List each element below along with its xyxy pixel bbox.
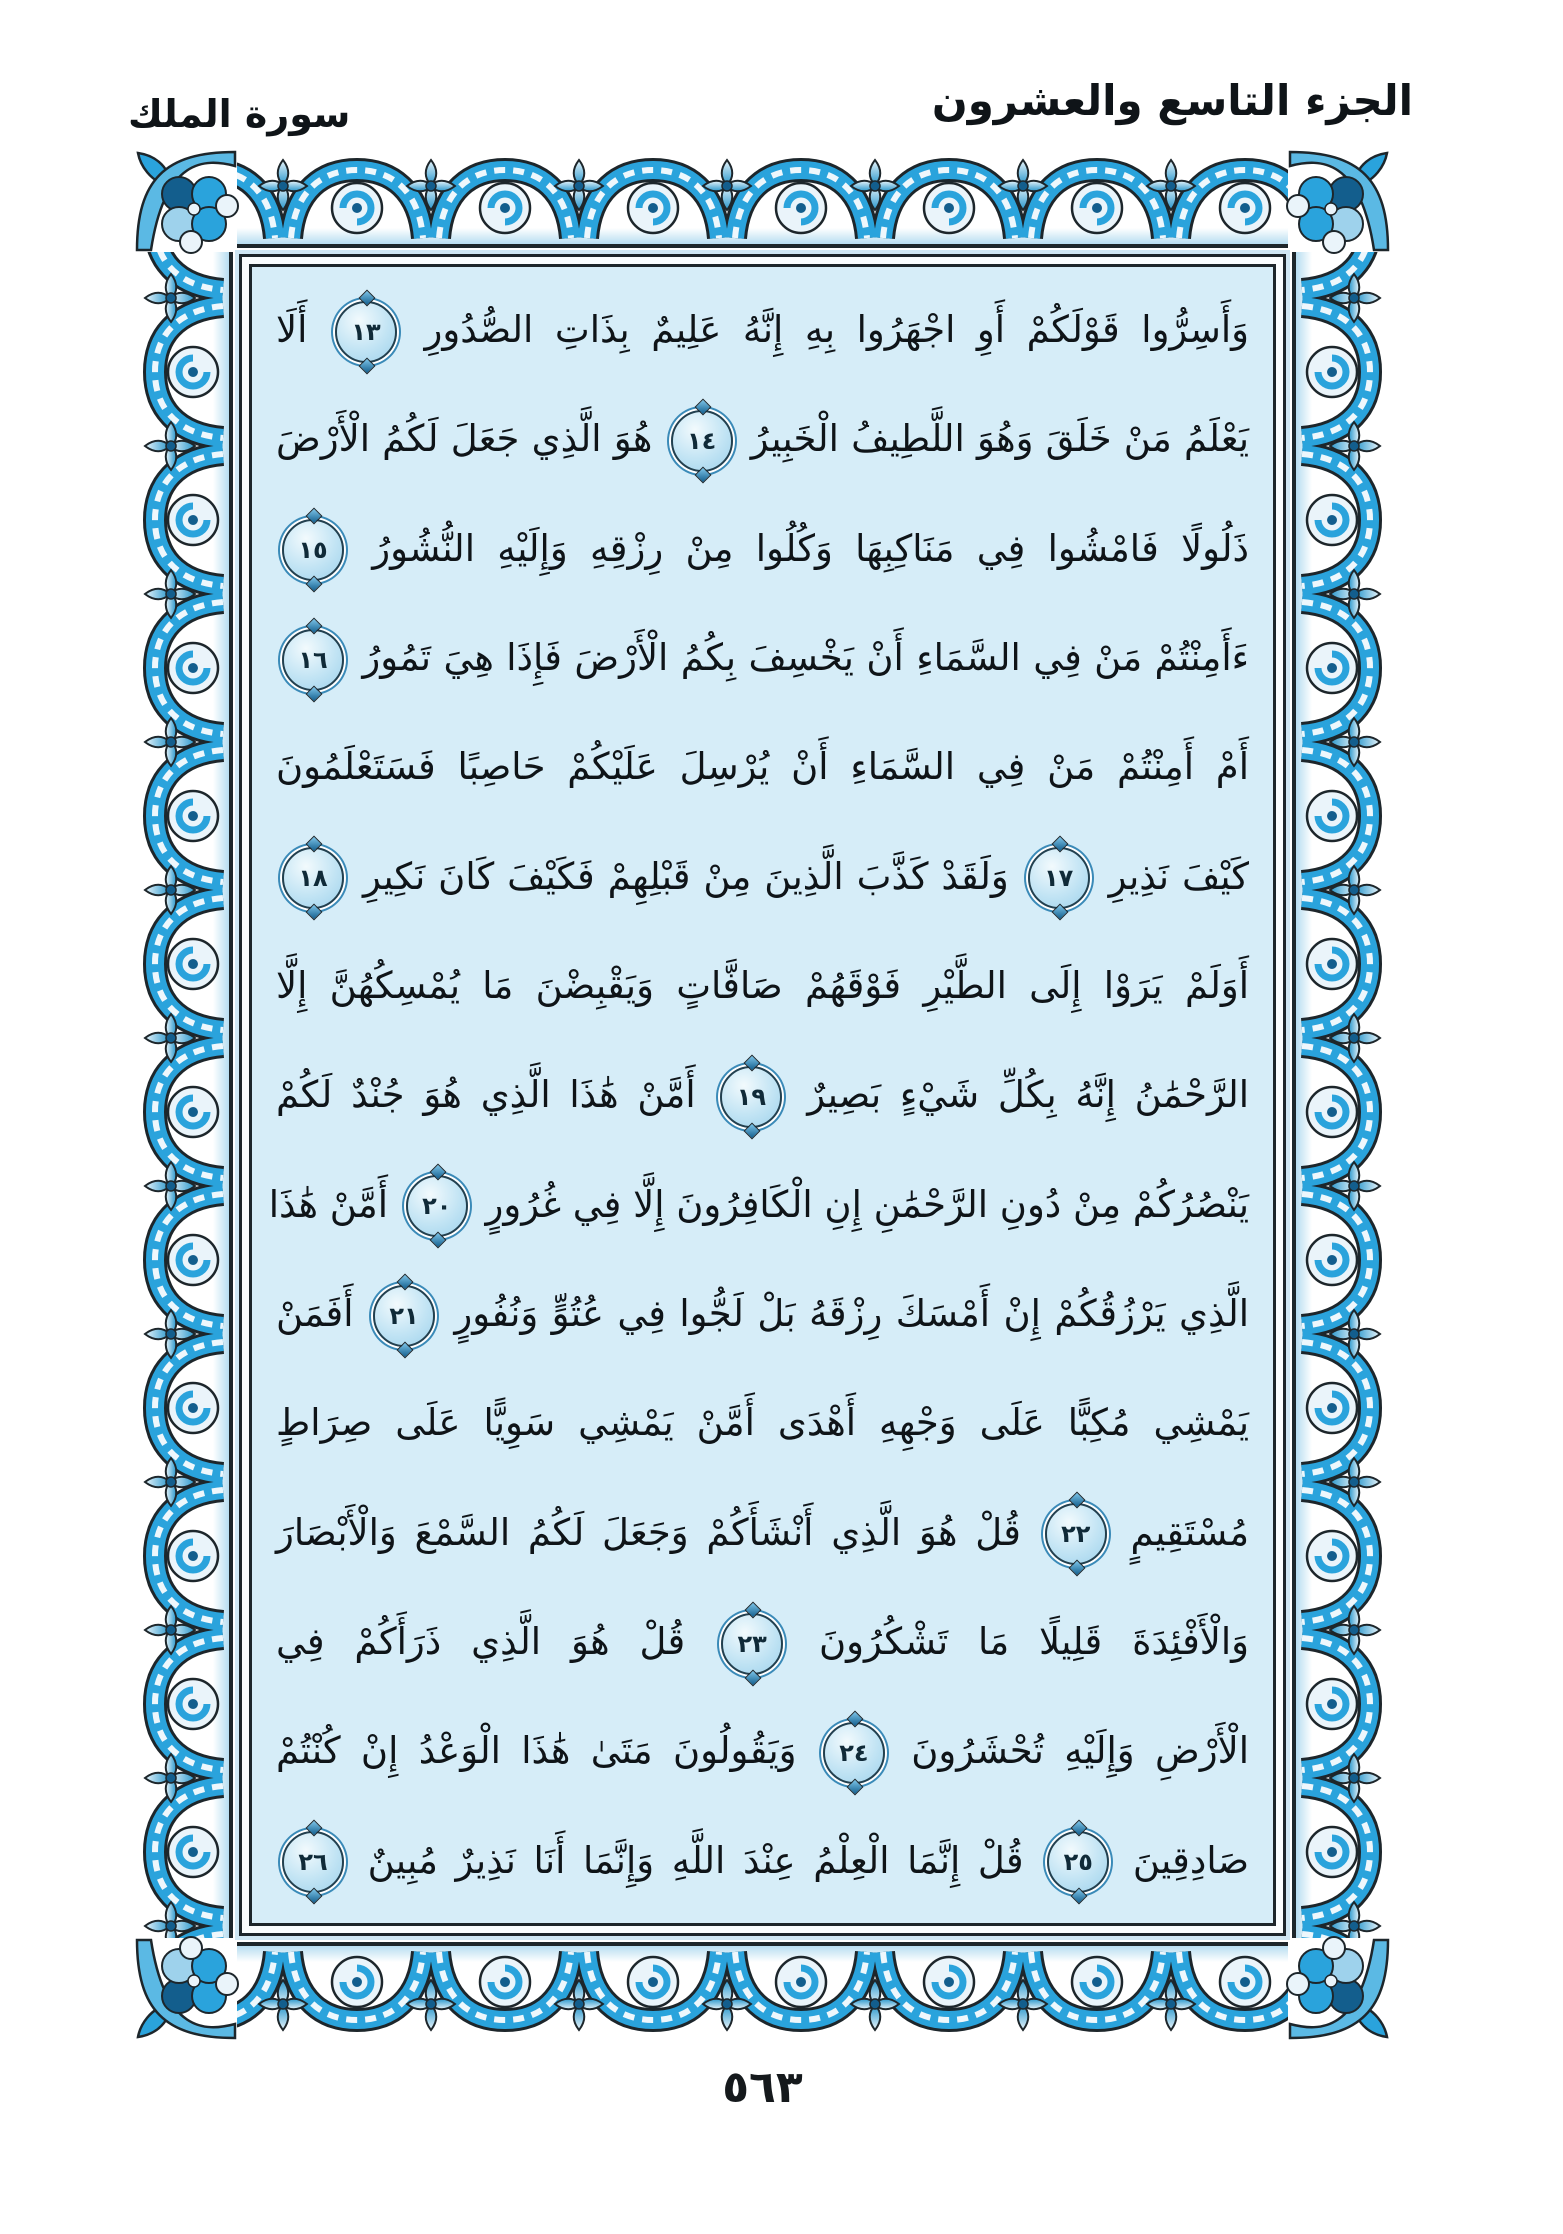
- verse-text: قُلْ هُوَ الَّذِي أَنْشَأَكُمْ وَجَعَلَ لَكُمُ السَّمْعَ وَالْأَبْصَارَ: [276, 1510, 1021, 1554]
- verse-text: الرَّحْمَٰنُ إِنَّهُ بِكُلِّ شَيْءٍ بَصِيرٌ: [807, 1073, 1250, 1117]
- quran-line-6: [276, 822, 1249, 931]
- verse-text: وَلَقَدْ كَذَّبَ الَّذِينَ مِنْ قَبْلِهِمْ فَكَيْفَ كَانَ نَكِيرِ: [362, 854, 1009, 898]
- verse-text: وَأَسِرُّوا قَوْلَكُمْ أَوِ اجْهَرُوا بِهِ إِنَّهُ عَلِيمٌ بِذَاتِ الصُّدُورِ: [424, 308, 1249, 352]
- decorated-frame: [135, 150, 1390, 2040]
- quran-text-block: [249, 264, 1276, 1926]
- verse-text: أَمَّنْ هَٰذَا الَّذِي هُوَ جُنْدٌ لَكُمْ: [276, 1073, 696, 1117]
- border-band-bottom: [135, 1940, 1390, 2040]
- verse-text: يَنْصُرُكُمْ مِنْ دُونِ الرَّحْمَٰنِ إِنِ الْكَافِرُونَ إِلَّا فِي غُرُورٍ: [485, 1182, 1249, 1226]
- border-band-right: [1290, 150, 1390, 2040]
- ayah-number-medallion: [373, 1285, 435, 1347]
- ayah-number: ٢٢: [1061, 1520, 1091, 1549]
- verse-text: أَلَا: [276, 308, 308, 352]
- ayah-number-medallion: [282, 629, 344, 691]
- border-band-left: [135, 150, 235, 2040]
- quran-line-7: [276, 931, 1249, 1040]
- quran-line-15: [276, 1806, 1249, 1915]
- verse-text: صَادِقِينَ: [1132, 1838, 1250, 1882]
- verse-text: قُلْ هُوَ الَّذِي ذَرَأَكُمْ فِي: [276, 1620, 686, 1664]
- quran-line-1: [276, 275, 1249, 384]
- ayah-number-medallion: [282, 519, 344, 581]
- ayah-number: ٢٦: [298, 1848, 328, 1877]
- ayah-number-medallion: [721, 1613, 783, 1675]
- ayah-number-medallion: [1028, 847, 1090, 909]
- verse-text: أَفَمَنْ: [276, 1292, 354, 1336]
- quran-line-12: [276, 1478, 1249, 1587]
- quran-line-9: [268, 1150, 1249, 1259]
- verse-text: أَمْ أَمِنْتُمْ مَنْ فِي السَّمَاءِ أَنْ يُرْسِلَ عَلَيْكُمْ حَاصِبًا فَسَتَعْلَمُونَ: [276, 745, 1249, 789]
- verse-text: يَمْشِي مُكِبًّا عَلَى وَجْهِهِ أَهْدَى أَمَّنْ يَمْشِي سَوِيًّا عَلَى صِرَاطٍ: [276, 1401, 1249, 1445]
- ayah-number: ٢٥: [1063, 1848, 1093, 1877]
- ayah-number-medallion: [335, 301, 397, 363]
- verse-text: هُوَ الَّذِي جَعَلَ لَكُمُ الْأَرْضَ: [276, 417, 653, 461]
- ayah-number: ٢٠: [422, 1192, 452, 1221]
- ayah-number-medallion: [1045, 1503, 1107, 1565]
- quran-line-11: [276, 1368, 1249, 1477]
- ayah-number: ٢٤: [839, 1738, 869, 1767]
- verse-text: قُلْ إِنَّمَا الْعِلْمُ عِنْدَ اللَّهِ وَإِنَّمَا أَنَا نَذِيرٌ مُبِينٌ: [367, 1838, 1024, 1882]
- verse-text: وَيَقُولُونَ مَتَىٰ هَٰذَا الْوَعْدُ إِنْ كُنْتُمْ: [276, 1729, 797, 1773]
- ayah-number-medallion: [282, 1831, 344, 1893]
- border-band-top: [135, 150, 1390, 250]
- ayah-number: ٢١: [389, 1301, 419, 1330]
- ayah-number: ١٩: [736, 1082, 767, 1111]
- verse-text: مُسْتَقِيمٍ: [1130, 1510, 1250, 1554]
- ayah-number-medallion: [671, 410, 733, 472]
- verse-text: ذَلُولًا فَامْشُوا فِي مَنَاكِبِهَا وَكُلُوا مِنْ رِزْقِهِ وَإِلَيْهِ النُّشُورُ: [372, 526, 1249, 570]
- quran-line-3: [276, 494, 1249, 603]
- ayah-number: ٢٣: [737, 1629, 767, 1658]
- quran-line-10: [276, 1259, 1249, 1368]
- verse-text: كَيْفَ نَذِيرِ: [1108, 854, 1250, 898]
- ayah-number-medallion: [823, 1722, 885, 1784]
- quran-line-13: [276, 1587, 1249, 1696]
- verse-text: ءَأَمِنْتُمْ مَنْ فِي السَّمَاءِ أَنْ يَخْسِفَ بِكُمُ الْأَرْضَ فَإِذَا هِيَ تَمُورُ: [362, 636, 1249, 680]
- verse-text: أَوَلَمْ يَرَوْا إِلَى الطَّيْرِ فَوْقَهُمْ صَافَّاتٍ وَيَقْبِضْنَ مَا يُمْسِكُهُنَّ إِلَّا: [276, 964, 1249, 1008]
- verse-text: الْأَرْضِ وَإِلَيْهِ تُحْشَرُونَ: [911, 1729, 1249, 1773]
- verse-text: الَّذِي يَرْزُقُكُمْ إِنْ أَمْسَكَ رِزْقَهُ بَلْ لَجُّوا فِي عُتُوٍّ وَنُفُورٍ: [454, 1292, 1249, 1336]
- verse-text: أَمَّنْ هَٰذَا: [268, 1182, 389, 1226]
- ayah-number: ١٧: [1044, 864, 1074, 893]
- quran-line-8: [276, 1040, 1249, 1149]
- quran-line-2: [276, 384, 1249, 493]
- ayah-number-medallion: [282, 847, 344, 909]
- ayah-number: ١٤: [686, 426, 717, 455]
- ayah-number: ١٥: [298, 536, 328, 565]
- juz-title: الجزء التاسع والعشرون: [931, 76, 1413, 125]
- ayah-number-medallion: [720, 1066, 782, 1128]
- quran-line-14: [276, 1696, 1249, 1805]
- ayah-number-medallion: [1047, 1831, 1109, 1893]
- verse-text: يَعْلَمُ مَنْ خَلَقَ وَهُوَ اللَّطِيفُ الْخَبِيرُ: [750, 417, 1250, 461]
- quran-line-5: [276, 712, 1249, 821]
- verse-text: وَالْأَفْئِدَةَ قَلِيلًا مَا تَشْكُرُونَ: [818, 1620, 1250, 1664]
- page-number: ٥٦٣: [722, 2062, 803, 2113]
- ayah-number: ١٨: [298, 864, 328, 893]
- surah-title: سورة الملك: [128, 92, 351, 136]
- ayah-number-medallion: [406, 1175, 468, 1237]
- quran-line-4: [276, 603, 1249, 712]
- ayah-number: ١٦: [298, 645, 328, 674]
- ayah-number: ١٣: [351, 317, 381, 346]
